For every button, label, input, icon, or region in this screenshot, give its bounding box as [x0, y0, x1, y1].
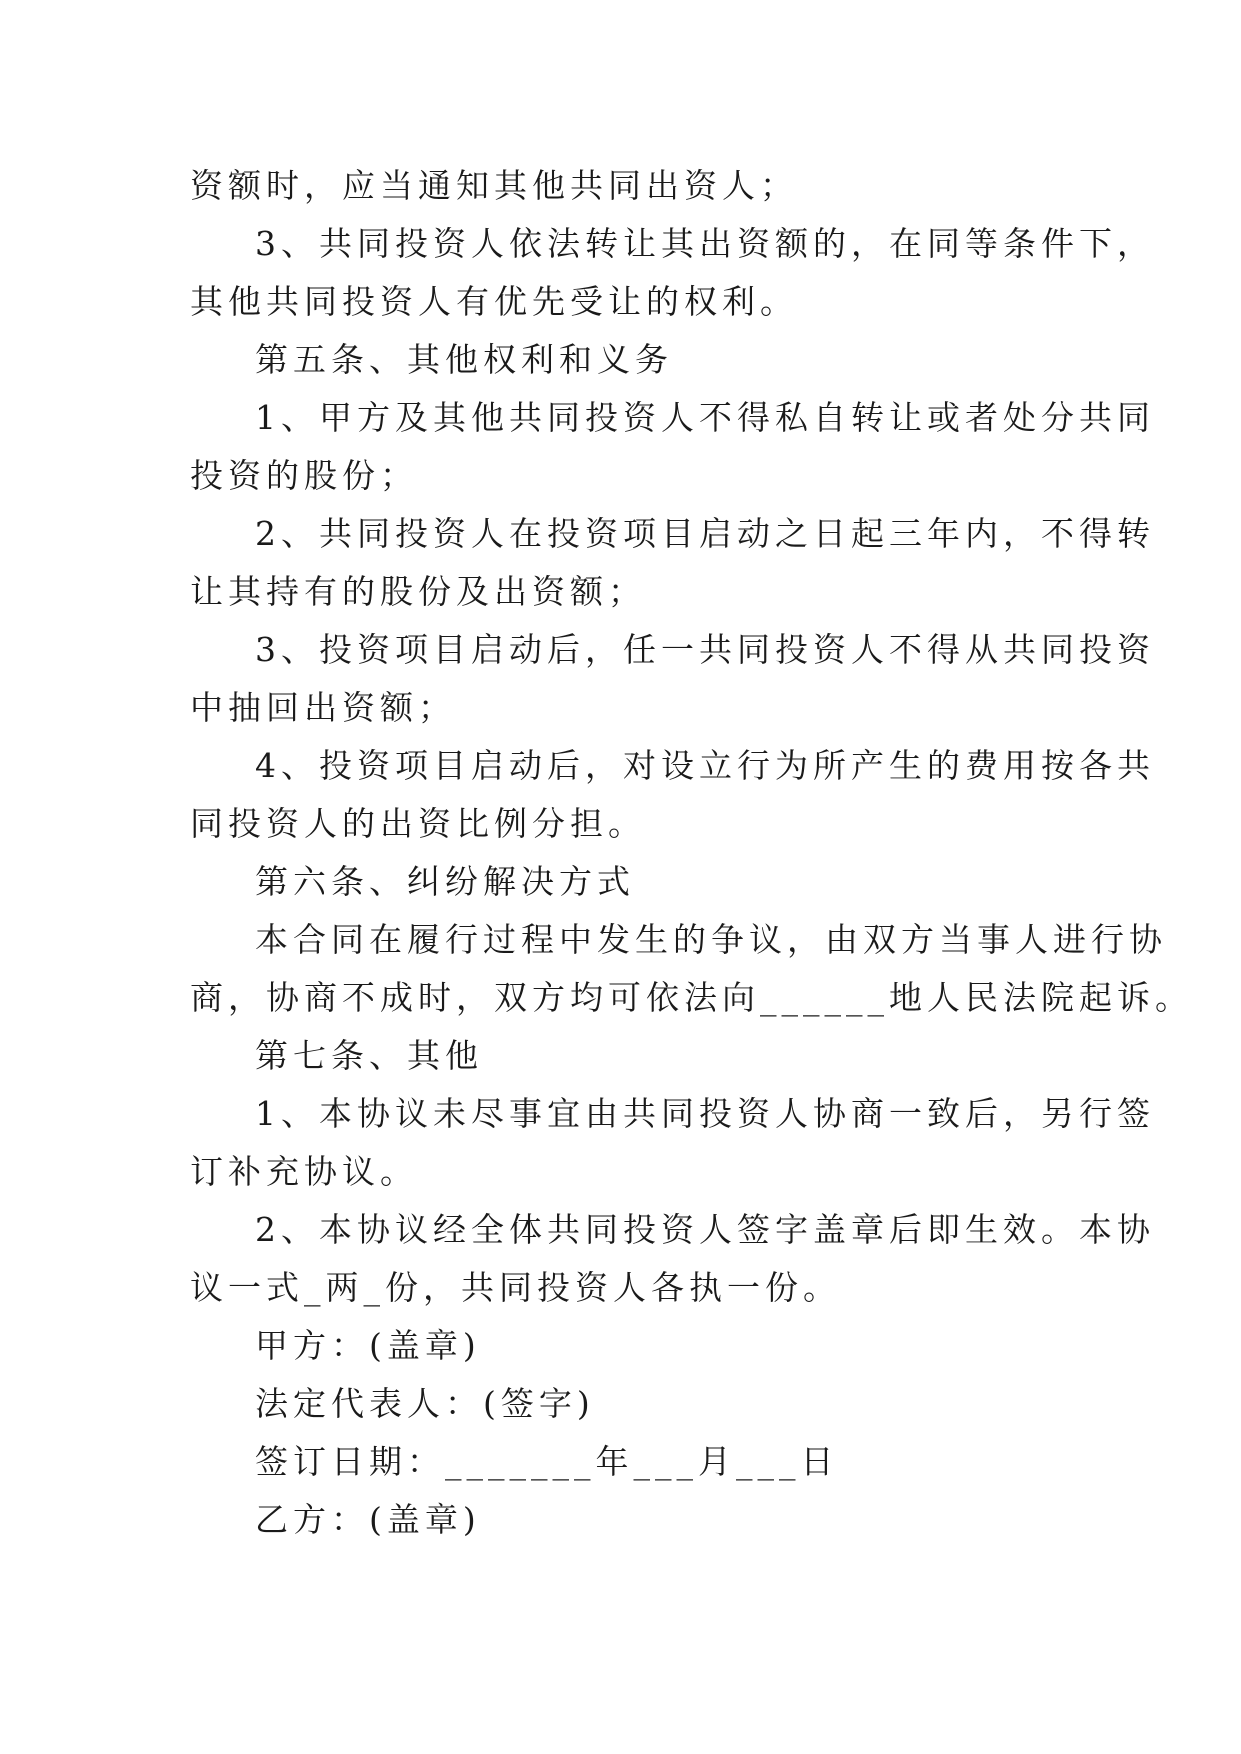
- signing-date-line: 签订日期：_______年___月___日: [255, 1442, 839, 1481]
- section-heading: 第六条、纠纷解决方式: [255, 862, 635, 901]
- text-line: 1、甲方及其他共同投资人不得私自转让或者处分共同: [255, 398, 1155, 437]
- section-heading: 第五条、其他权利和义务: [255, 340, 673, 379]
- text-line: 投资的股份；: [190, 456, 418, 495]
- party-a-seal-line: 甲方：(盖章): [255, 1326, 481, 1365]
- text-line: 3、共同投资人依法转让其出资额的，在同等条件下，: [255, 224, 1155, 263]
- text-line: 议一式_两_份，共同投资人各执一份。: [190, 1268, 841, 1307]
- text-line: 2、本协议经全体共同投资人签字盖章后即生效。本协: [255, 1210, 1155, 1249]
- text-line: 本合同在履行过程中发生的争议，由双方当事人进行协: [255, 920, 1167, 959]
- text-line: 订补充协议。: [190, 1152, 418, 1191]
- party-b-seal-line: 乙方：(盖章): [255, 1500, 481, 1539]
- text-line: 其他共同投资人有优先受让的权利。: [190, 282, 798, 321]
- text-line: 商，协商不成时，双方均可依法向______地人民法院起诉。: [190, 978, 1193, 1017]
- text-line: 1、本协议未尽事宜由共同投资人协商一致后，另行签: [255, 1094, 1155, 1133]
- text-line: 资额时，应当通知其他共同出资人；: [190, 166, 798, 205]
- text-line: 3、投资项目启动后，任一共同投资人不得从共同投资: [255, 630, 1155, 669]
- legal-representative-line: 法定代表人：(签字): [255, 1384, 595, 1423]
- text-line: 让其持有的股份及出资额；: [190, 572, 646, 611]
- text-line: 中抽回出资额；: [190, 688, 456, 727]
- text-line: 同投资人的出资比例分担。: [190, 804, 646, 843]
- text-line: 4、投资项目启动后，对设立行为所产生的费用按各共: [255, 746, 1155, 785]
- section-heading: 第七条、其他: [255, 1036, 483, 1075]
- text-line: 2、共同投资人在投资项目启动之日起三年内，不得转: [255, 514, 1155, 553]
